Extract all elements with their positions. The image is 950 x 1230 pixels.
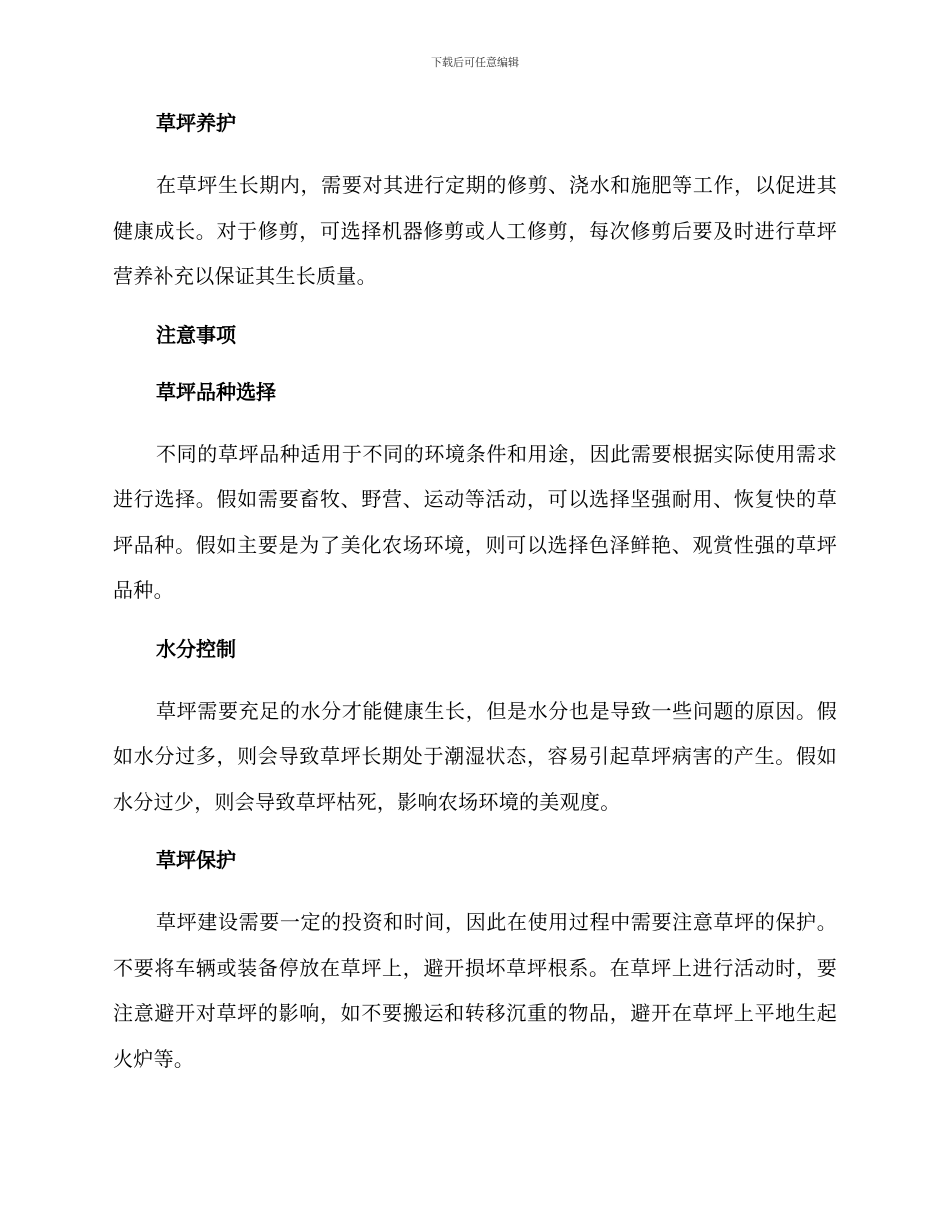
document-body: [113, 108, 837, 1082]
section-heading-notes: 注意事项: [156, 322, 236, 347]
section-heading-lawn-care: 草坪养护: [156, 111, 236, 135]
section-heading-variety-selection: 草坪品种选择: [156, 379, 276, 404]
section-heading-water-control: 水分控制: [156, 636, 236, 661]
paragraph-lawn-protection: 草坪建设需要一定的投资和时间，因此在使用过程中需要注意草坪的保护。不要将车辆或装备停放在草坪上，避开损坏草坪根系。在草坪上进行活动时，要注意避开对草坪的影响，如不要搬运和转移沉重的物品，避开在草坪上平地生起火炉等。: [113, 910, 837, 1071]
section-heading-lawn-protection: 草坪保护: [156, 848, 236, 872]
paragraph-variety-selection: 不同的草坪品种适用于不同的环境条件和用途，因此需要根据实际使用需求进行选择。假如需要畜牧、野营、运动等活动，可以选择坚强耐用、恢复快的草坪品种。假如主要是为了美化农场环境，则可以选择色泽鲜艳、观赏性强的草坪品种。: [113, 441, 837, 602]
paragraph-lawn-care: 在草坪生长期内，需要对其进行定期的修剪、浇水和施肥等工作，以促进其健康成长。对于修剪，可选择机器修剪或人工修剪，每次修剪后要及时进行草坪营养补充以保证其生长质量。: [113, 173, 837, 288]
page-header-note: 下载后可任意编辑: [431, 56, 519, 69]
paragraph-water-control: 草坪需要充足的水分才能健康生长，但是水分也是导致一些问题的原因。假如水分过多，则会导致草坪长期处于潮湿状态，容易引起草坪病害的产生。假如水分过少，则会导致草坪枯死，影响农场环境的美观度。: [113, 698, 837, 814]
